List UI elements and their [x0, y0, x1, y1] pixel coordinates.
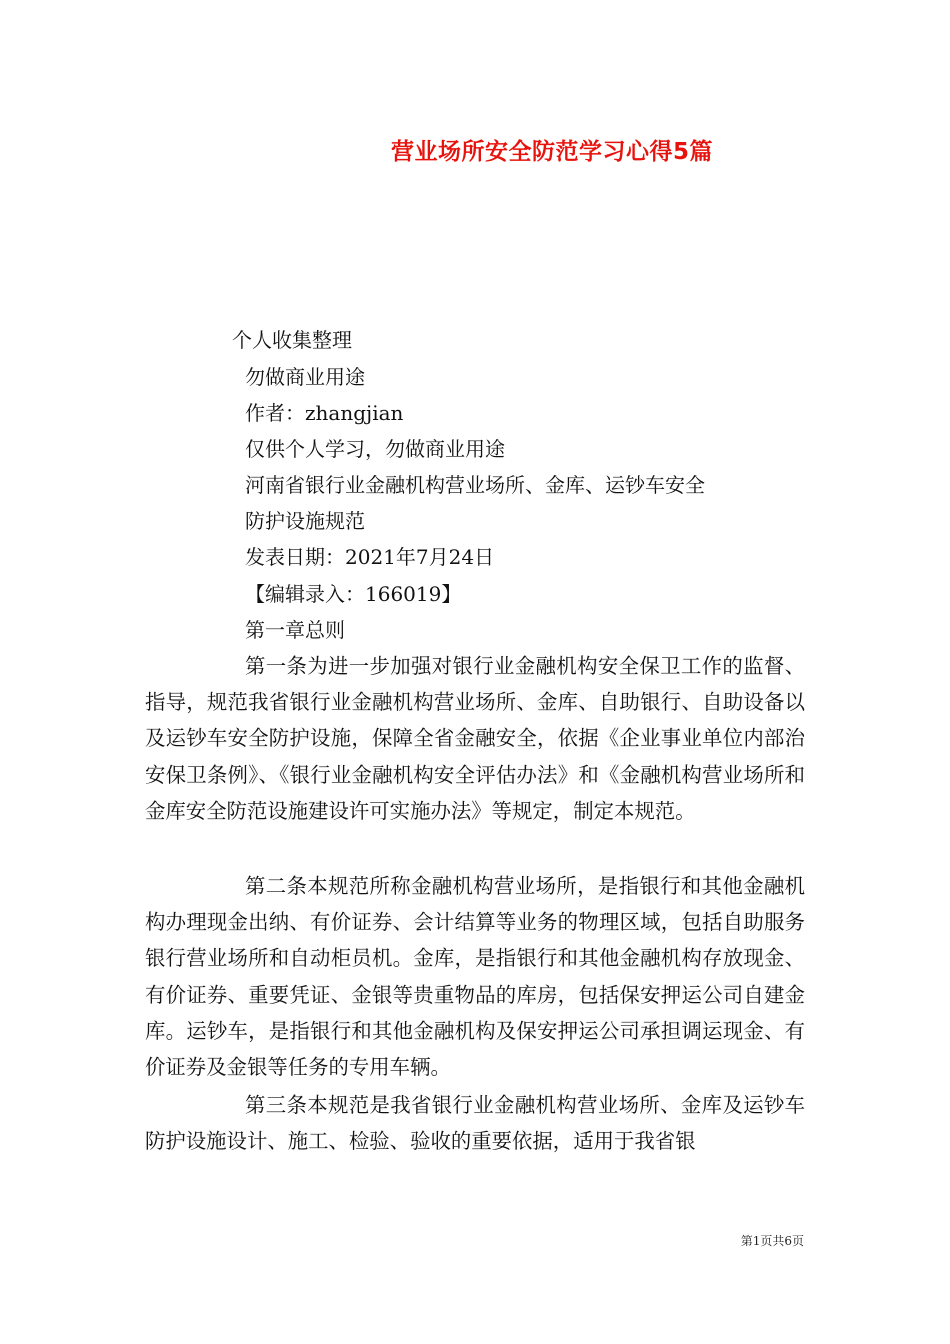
- page-number-footer: 第1页共6页: [740, 1234, 804, 1248]
- paragraph-article-3: 第三条本规范是我省银行业金融机构营业场所、金库及运钞车防护设施设计、施工、检验、验收的重要依据，适用于我省银: [145, 1093, 805, 1154]
- meta-line-author: 作者：zhangjian: [245, 401, 404, 425]
- meta-line-collected: 个人收集整理: [232, 328, 352, 352]
- document-title: 营业场所安全防范学习心得5篇: [390, 139, 713, 165]
- meta-line-heading-2: 防护设施规范: [245, 509, 365, 533]
- meta-line-heading-1: 河南省银行业金融机构营业场所、金库、运钞车安全: [245, 473, 705, 497]
- meta-line-personal-use: 仅供个人学习，勿做商业用途: [245, 437, 505, 461]
- paragraph-article-2: 第二条本规范所称金融机构营业场所，是指银行和其他金融机构办理现金出纳、有价证券、会计结算等业务的物理区域，包括自助服务银行营业场所和自动柜员机。金库，是指银行和其他金融机构存放现金、有价证券、重要凭证、金银等贵重物品的库房，包括保安押运公司自建金库。运钞车，是指银行和其他金融机构及保安押运公司承担调运现金、有价证券及金银等任务的专用车辆。: [145, 874, 805, 1080]
- meta-line-noncommercial: 勿做商业用途: [245, 365, 365, 389]
- paragraph-article-1: 第一条为进一步加强对银行业金融机构安全保卫工作的监督、指导，规范我省银行业金融机构营业场所、金库、自助银行、自助设备以及运钞车安全防护设施，保障全省金融安全，依据《企业事业单位内部治安保卫条例》、《银行业金融机构安全评估办法》和《金融机构营业场所和金库安全防范设施建设许可实施办法》等规定，制定本规范。: [145, 654, 805, 823]
- meta-line-publish-date: 发表日期：2021年7月24日: [245, 545, 495, 569]
- chapter-heading: 第一章总则: [245, 618, 345, 642]
- meta-line-editor-id: 【编辑录入：166019】: [245, 582, 462, 606]
